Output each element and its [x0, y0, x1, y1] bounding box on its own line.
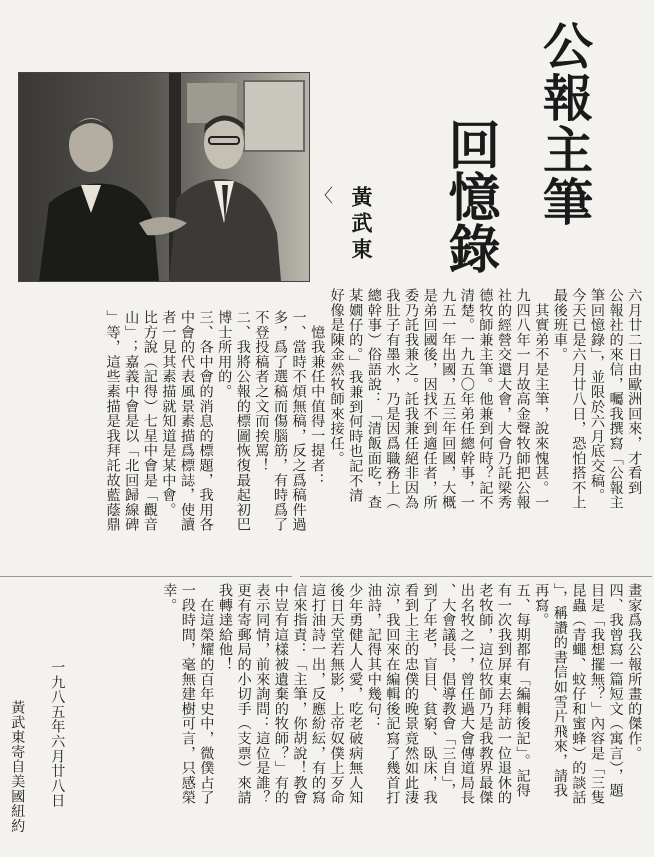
body-column: 委乃託我兼之。託我兼任絕非因為 — [403, 288, 419, 510]
body-column: 中會的代表風景素描爲標誌，使讀 — [179, 310, 195, 532]
author-bracket-mark: 〈 — [315, 186, 333, 207]
body-column: 二、我將公報的標圖恢復最起初巴 — [234, 310, 251, 532]
body-column: 畫家爲我公報所畫的傑作。 — [626, 583, 643, 761]
body-column: 信來指責：「主筆，你胡說！教會 — [291, 583, 308, 805]
body-column: 九五一年出國，五三年回國，大概 — [440, 288, 457, 510]
body-column: 四、我曾寫一篇短文（寓言），題 — [607, 583, 624, 798]
body-column: 我轉達給他！ — [217, 583, 233, 672]
body-column: 憶我兼任中值得一提者： — [309, 310, 326, 488]
body-column: 公報社的來信，囑我撰寫「公報主 — [607, 288, 624, 510]
body-column: 」，稱讚的書信如雪片飛來，請我 — [551, 583, 568, 798]
body-column: 油詩，記得其中幾句： — [365, 583, 382, 731]
body-column: 看到上主的忠僕的晚景竟然如此淒 — [403, 583, 419, 805]
body-column: 涼，我回來在編輯後記寫了幾首打 — [384, 583, 401, 805]
author-name: 黃武東 — [349, 186, 374, 264]
article-photo — [18, 72, 310, 282]
article-subtitle: 回憶錄 — [439, 118, 500, 274]
body-column: 德牧師兼主筆。他兼到何時？記不 — [477, 288, 494, 510]
body-column: 這打油詩一出，反應紛紜，有的寫 — [310, 583, 326, 805]
body-column: 不登投稿者之文而挨罵！ — [253, 310, 270, 473]
signoff-author: 黃武東寄自美國紐約 — [9, 700, 26, 834]
body-column: 昆蟲（青蠅、蚊仔和蜜蜂）的談話 — [570, 583, 587, 805]
body-column: 表示同情，前來詢問：這位是誰？ — [254, 583, 271, 805]
body-column: 比方說（記得）七星中會是「觀音 — [141, 310, 158, 532]
body-column: 一段時間，毫無建樹可言，只感榮 — [179, 583, 196, 805]
body-column: 五、每期都有「編輯後記」。記得 — [514, 583, 531, 798]
article-title: 公報主筆 — [535, 20, 594, 228]
body-column: 老牧師，這位牧師乃是我教界最傑 — [477, 583, 494, 805]
body-column: 清楚。一九五〇年弟任總幹事，一 — [458, 288, 475, 510]
body-column: 某嫺仔的。」我兼到何時也記不清 — [347, 288, 364, 503]
body-column: 在這榮耀的百年史中，微僕占了 — [198, 583, 215, 805]
body-column: 幸。 — [161, 583, 178, 613]
body-column: 好像是陳金然牧師來接任。 — [328, 288, 345, 466]
body-column: 」等，這些素描是我拜託故藍蔭鼎 — [104, 310, 121, 532]
body-column: 我肚子有墨水，乃是因爲職務上（ — [384, 288, 401, 510]
body-column: 其實弟不是主筆，說來愧甚。一 — [533, 288, 550, 510]
body-column: 總幹事）俗語說：「清飯面吃，查 — [365, 288, 382, 510]
signoff-date: 一九八五年六月廿八日 — [49, 660, 66, 808]
body-column: 後日天堂若無影，上帝奴僕上歹命 — [328, 583, 345, 805]
section-divider — [300, 576, 652, 577]
body-column: 筆回憶錄」，並限於六月底交稿。 — [589, 288, 605, 503]
body-column: 九四八年一月故高金聲牧師把公報 — [514, 288, 531, 510]
body-column: 一、當時不煩無稿，反之爲稿件過 — [290, 310, 307, 532]
body-column: 是弟回國後，因找不到適任者，所 — [421, 288, 438, 510]
body-column: 出名牧之一，曾任過大會傳道局長 — [458, 583, 475, 805]
body-column: 多，爲了選稿而傷腦筋，有時爲了 — [272, 310, 288, 532]
body-column: 中豈有這樣被遺棄的牧師？」有的 — [272, 583, 289, 805]
body-column: 目是「我想擺無？」內容是「三隻 — [589, 583, 605, 805]
body-column: 最後班車。 — [551, 288, 568, 362]
body-column: 有一次我到屏東去拜訪一位退休的 — [496, 583, 512, 805]
body-column: 再寫。 — [533, 583, 550, 628]
body-column: 社的經營交還大會，大會乃託梁秀 — [496, 288, 512, 510]
body-column: 更有寄郵局的小切手（支票）來請 — [235, 583, 252, 805]
body-column: 山」；嘉義中會是以「北回歸線碑 — [123, 310, 140, 532]
photo-two-men-icon — [19, 73, 309, 281]
body-column: 、大會議長，倡導教會「三自」， — [440, 583, 457, 798]
body-column: 到了年老，盲目、貧窮、臥床，我 — [421, 583, 438, 805]
body-column: 少年勇健人人愛，吃老破病無人知 — [347, 583, 364, 805]
section-divider — [0, 576, 292, 577]
body-column: 三、各中會的消息的標題，我用各 — [197, 310, 214, 532]
body-column: 今天已是六月廿八日，恐怕搭不上 — [570, 288, 587, 510]
body-column: 六月廿二日由歐洲回來，才看到 — [626, 288, 643, 496]
body-column: 博士所用的。 — [216, 310, 233, 399]
body-column: 者一見其素描就知道是某中會。 — [160, 310, 177, 518]
